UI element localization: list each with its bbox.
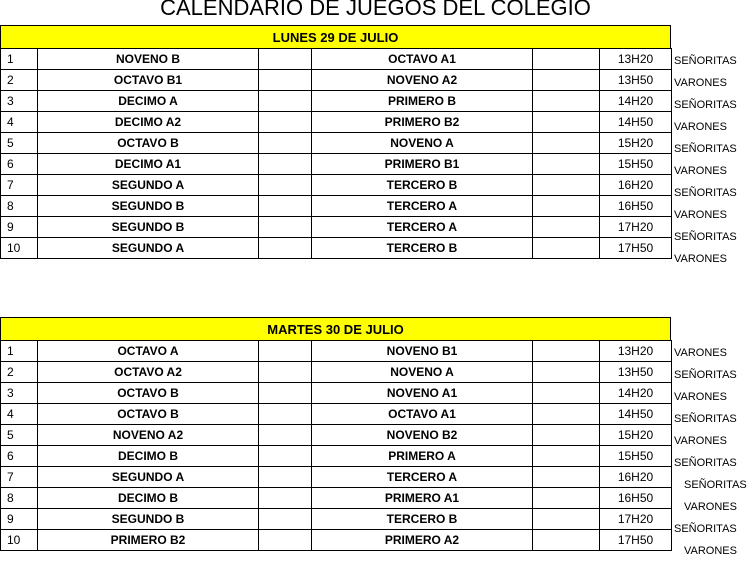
game-number: 10	[1, 530, 38, 551]
team-a: DECIMO A	[38, 91, 259, 112]
table-row	[1, 217, 672, 238]
table-row	[1, 133, 672, 154]
games-table-2	[0, 340, 672, 551]
category-label: VARONES	[674, 391, 727, 403]
category-label: SEÑORITAS	[674, 413, 737, 425]
game-number: 10	[1, 238, 38, 259]
team-a: DECIMO B	[38, 446, 259, 467]
team-b: TERCERO B	[312, 238, 533, 259]
category-label: SEÑORITAS	[674, 369, 737, 381]
game-time: 17H50	[600, 530, 672, 551]
empty-cell	[533, 49, 600, 70]
category-label: VARONES	[674, 347, 727, 359]
game-time: 16H50	[600, 196, 672, 217]
team-b: OCTAVO A1	[312, 404, 533, 425]
game-time: 17H20	[600, 217, 672, 238]
empty-cell	[259, 70, 312, 91]
team-a: OCTAVO B	[38, 404, 259, 425]
page-title: CALENDARIO DE JUEGOS DEL COLEGIO	[160, 0, 591, 20]
table-row	[1, 362, 672, 383]
category-label: SEÑORITAS	[674, 187, 737, 199]
category-label: VARONES	[674, 253, 727, 265]
team-a: OCTAVO B	[38, 383, 259, 404]
team-b: TERCERO A	[312, 467, 533, 488]
game-time: 15H50	[600, 154, 672, 175]
category-label: VARONES	[674, 165, 727, 177]
empty-cell	[533, 530, 600, 551]
table-row	[1, 112, 672, 133]
games-table-1	[0, 48, 672, 259]
empty-cell	[259, 404, 312, 425]
team-a: OCTAVO B	[38, 133, 259, 154]
game-number: 4	[1, 404, 38, 425]
team-b: NOVENO A1	[312, 383, 533, 404]
team-a: NOVENO B	[38, 49, 259, 70]
game-time: 13H50	[600, 362, 672, 383]
day-header-1: LUNES 29 DE JULIO	[0, 25, 671, 49]
team-b: NOVENO A	[312, 362, 533, 383]
empty-cell	[533, 467, 600, 488]
team-b: PRIMERO B	[312, 91, 533, 112]
team-a: SEGUNDO A	[38, 467, 259, 488]
category-label: SEÑORITAS	[684, 479, 747, 491]
empty-cell	[259, 446, 312, 467]
table-row	[1, 154, 672, 175]
table-row	[1, 49, 672, 70]
empty-cell	[533, 196, 600, 217]
game-time: 13H50	[600, 70, 672, 91]
category-label: VARONES	[674, 121, 727, 133]
category-label: VARONES	[674, 209, 727, 221]
empty-cell	[259, 196, 312, 217]
empty-cell	[259, 238, 312, 259]
empty-cell	[259, 383, 312, 404]
team-a: DECIMO B	[38, 488, 259, 509]
empty-cell	[533, 425, 600, 446]
empty-cell	[259, 133, 312, 154]
empty-cell	[533, 341, 600, 362]
game-number: 5	[1, 133, 38, 154]
empty-cell	[259, 49, 312, 70]
game-time: 15H50	[600, 446, 672, 467]
team-b: TERCERO B	[312, 509, 533, 530]
game-number: 1	[1, 341, 38, 362]
game-time: 14H50	[600, 112, 672, 133]
game-number: 2	[1, 70, 38, 91]
empty-cell	[533, 238, 600, 259]
game-number: 7	[1, 467, 38, 488]
team-b: PRIMERO B2	[312, 112, 533, 133]
game-number: 3	[1, 383, 38, 404]
team-b: NOVENO B1	[312, 341, 533, 362]
table-row	[1, 175, 672, 196]
team-a: NOVENO A2	[38, 425, 259, 446]
table-row	[1, 196, 672, 217]
games-table-body	[1, 49, 672, 259]
empty-cell	[533, 446, 600, 467]
game-time: 15H20	[600, 425, 672, 446]
game-time: 13H20	[600, 49, 672, 70]
team-a: SEGUNDO B	[38, 509, 259, 530]
empty-cell	[533, 217, 600, 238]
empty-cell	[259, 362, 312, 383]
team-a: OCTAVO A2	[38, 362, 259, 383]
game-number: 9	[1, 509, 38, 530]
game-number: 6	[1, 446, 38, 467]
team-a: PRIMERO B2	[38, 530, 259, 551]
team-b: NOVENO B2	[312, 425, 533, 446]
team-b: OCTAVO A1	[312, 49, 533, 70]
empty-cell	[533, 488, 600, 509]
empty-cell	[259, 341, 312, 362]
empty-cell	[533, 133, 600, 154]
empty-cell	[259, 217, 312, 238]
game-number: 1	[1, 49, 38, 70]
games-table-body	[1, 341, 672, 551]
empty-cell	[259, 112, 312, 133]
empty-cell	[259, 530, 312, 551]
table-row	[1, 238, 672, 259]
table-row	[1, 404, 672, 425]
empty-cell	[533, 91, 600, 112]
game-number: 8	[1, 196, 38, 217]
game-time: 17H50	[600, 238, 672, 259]
table-row	[1, 488, 672, 509]
empty-cell	[259, 509, 312, 530]
team-a: OCTAVO A	[38, 341, 259, 362]
game-number: 9	[1, 217, 38, 238]
game-number: 4	[1, 112, 38, 133]
team-a: SEGUNDO B	[38, 217, 259, 238]
empty-cell	[259, 175, 312, 196]
empty-cell	[533, 112, 600, 133]
table-row	[1, 70, 672, 91]
empty-cell	[533, 509, 600, 530]
empty-cell	[533, 70, 600, 91]
team-b: PRIMERO A	[312, 446, 533, 467]
table-row	[1, 446, 672, 467]
game-number: 2	[1, 362, 38, 383]
table-row	[1, 91, 672, 112]
table-row	[1, 341, 672, 362]
empty-cell	[533, 154, 600, 175]
game-time: 14H20	[600, 91, 672, 112]
category-label: VARONES	[684, 501, 737, 513]
game-number: 6	[1, 154, 38, 175]
empty-cell	[533, 383, 600, 404]
empty-cell	[259, 91, 312, 112]
table-row	[1, 530, 672, 551]
team-b: PRIMERO B1	[312, 154, 533, 175]
team-b: NOVENO A	[312, 133, 533, 154]
team-a: OCTAVO B1	[38, 70, 259, 91]
team-b: TERCERO A	[312, 196, 533, 217]
table-row	[1, 509, 672, 530]
team-b: TERCERO A	[312, 217, 533, 238]
empty-cell	[259, 154, 312, 175]
empty-cell	[259, 488, 312, 509]
team-a: DECIMO A2	[38, 112, 259, 133]
team-b: NOVENO A2	[312, 70, 533, 91]
category-label: VARONES	[684, 545, 737, 557]
empty-cell	[533, 175, 600, 196]
game-time: 14H20	[600, 383, 672, 404]
day-header-2: MARTES 30 DE JULIO	[0, 317, 671, 341]
category-label: SEÑORITAS	[674, 99, 737, 111]
team-a: SEGUNDO A	[38, 175, 259, 196]
team-b: PRIMERO A2	[312, 530, 533, 551]
game-number: 8	[1, 488, 38, 509]
game-time: 15H20	[600, 133, 672, 154]
category-label: VARONES	[674, 435, 727, 447]
table-row	[1, 425, 672, 446]
game-number: 5	[1, 425, 38, 446]
category-label: SEÑORITAS	[674, 523, 737, 535]
category-label: SEÑORITAS	[674, 457, 737, 469]
table-row	[1, 383, 672, 404]
category-label: SEÑORITAS	[674, 55, 737, 67]
game-number: 3	[1, 91, 38, 112]
game-number: 7	[1, 175, 38, 196]
empty-cell	[533, 404, 600, 425]
category-label: VARONES	[674, 77, 727, 89]
team-a: SEGUNDO A	[38, 238, 259, 259]
empty-cell	[259, 467, 312, 488]
game-time: 16H20	[600, 467, 672, 488]
team-b: PRIMERO A1	[312, 488, 533, 509]
empty-cell	[533, 362, 600, 383]
empty-cell	[259, 425, 312, 446]
game-time: 16H20	[600, 175, 672, 196]
team-a: SEGUNDO B	[38, 196, 259, 217]
team-b: TERCERO B	[312, 175, 533, 196]
game-time: 13H20	[600, 341, 672, 362]
game-time: 17H20	[600, 509, 672, 530]
team-a: DECIMO A1	[38, 154, 259, 175]
category-label: SEÑORITAS	[674, 143, 737, 155]
table-row	[1, 467, 672, 488]
game-time: 14H50	[600, 404, 672, 425]
category-label: SEÑORITAS	[674, 231, 737, 243]
game-time: 16H50	[600, 488, 672, 509]
